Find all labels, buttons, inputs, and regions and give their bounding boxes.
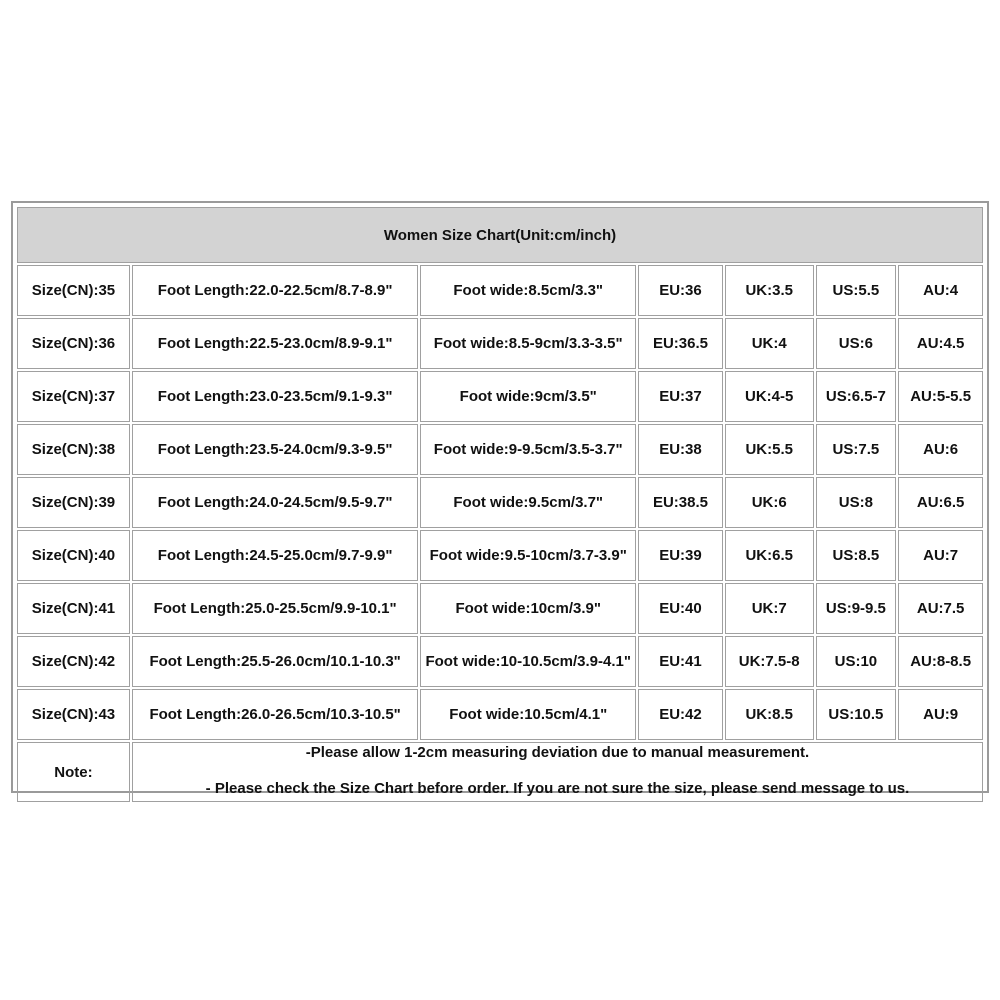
foot-length-cell: Foot Length:22.0-22.5cm/8.7-8.9" — [132, 265, 418, 316]
foot-length-cell: Foot Length:22.5-23.0cm/8.9-9.1" — [132, 318, 418, 369]
size-chart-table — [15, 205, 985, 804]
size-cn-cell: Size(CN):35 — [17, 265, 130, 316]
uk-size-cell: UK:7.5-8 — [725, 636, 814, 687]
us-size-cell: US:6.5-7 — [816, 371, 897, 422]
table-row — [17, 583, 983, 634]
eu-size-cell: EU:42 — [638, 689, 723, 740]
eu-size-cell: EU:36 — [638, 265, 723, 316]
foot-wide-cell: Foot wide:8.5-9cm/3.3-3.5" — [420, 318, 636, 369]
table-row — [17, 318, 983, 369]
table-row — [17, 530, 983, 581]
foot-wide-cell: Foot wide:10-10.5cm/3.9-4.1" — [420, 636, 636, 687]
us-size-cell: US:10 — [816, 636, 897, 687]
foot-length-cell: Foot Length:26.0-26.5cm/10.3-10.5" — [132, 689, 418, 740]
au-size-cell: AU:4 — [898, 265, 983, 316]
uk-size-cell: UK:4 — [725, 318, 814, 369]
eu-size-cell: EU:37 — [638, 371, 723, 422]
size-cn-cell: Size(CN):36 — [17, 318, 130, 369]
us-size-cell: US:9-9.5 — [816, 583, 897, 634]
us-size-cell: US:8.5 — [816, 530, 897, 581]
eu-size-cell: EU:40 — [638, 583, 723, 634]
foot-wide-cell: Foot wide:9.5-10cm/3.7-3.9" — [420, 530, 636, 581]
foot-wide-cell: Foot wide:9.5cm/3.7" — [420, 477, 636, 528]
note-line-1: -Please allow 1-2cm measuring deviation due to manual measurement. — [305, 744, 810, 761]
table-row — [17, 636, 983, 687]
size-cn-cell: Size(CN):40 — [17, 530, 130, 581]
au-size-cell: AU:4.5 — [898, 318, 983, 369]
us-size-cell: US:10.5 — [816, 689, 897, 740]
foot-wide-cell: Foot wide:8.5cm/3.3" — [420, 265, 636, 316]
uk-size-cell: UK:7 — [725, 583, 814, 634]
size-cn-cell: Size(CN):37 — [17, 371, 130, 422]
table-row — [17, 477, 983, 528]
foot-wide-cell: Foot wide:9cm/3.5" — [420, 371, 636, 422]
au-size-cell: AU:5-5.5 — [898, 371, 983, 422]
uk-size-cell: UK:6.5 — [725, 530, 814, 581]
uk-size-cell: UK:5.5 — [725, 424, 814, 475]
us-size-cell: US:7.5 — [816, 424, 897, 475]
title-row — [17, 207, 983, 263]
size-cn-cell: Size(CN):42 — [17, 636, 130, 687]
au-size-cell: AU:8-8.5 — [898, 636, 983, 687]
uk-size-cell: UK:6 — [725, 477, 814, 528]
uk-size-cell: UK:4-5 — [725, 371, 814, 422]
us-size-cell: US:8 — [816, 477, 897, 528]
foot-length-cell: Foot Length:24.5-25.0cm/9.7-9.9" — [132, 530, 418, 581]
size-chart-frame — [11, 201, 989, 797]
note-line-2: - Please check the Size Chart before order. If you are not sure the size, please send message to us. — [205, 780, 910, 797]
eu-size-cell: EU:38 — [638, 424, 723, 475]
eu-size-cell: EU:38.5 — [638, 477, 723, 528]
eu-size-cell: EU:39 — [638, 530, 723, 581]
size-cn-cell: Size(CN):43 — [17, 689, 130, 740]
note-label: Note: — [17, 742, 130, 802]
uk-size-cell: UK:8.5 — [725, 689, 814, 740]
size-cn-cell: Size(CN):38 — [17, 424, 130, 475]
size-cn-cell: Size(CN):41 — [17, 583, 130, 634]
note-content — [132, 742, 983, 802]
uk-size-cell: UK:3.5 — [725, 265, 814, 316]
foot-length-cell: Foot Length:25.0-25.5cm/9.9-10.1" — [132, 583, 418, 634]
table-row — [17, 371, 983, 422]
foot-length-cell: Foot Length:25.5-26.0cm/10.1-10.3" — [132, 636, 418, 687]
table-row — [17, 424, 983, 475]
size-cn-cell: Size(CN):39 — [17, 477, 130, 528]
au-size-cell: AU:6.5 — [898, 477, 983, 528]
foot-wide-cell: Foot wide:10cm/3.9" — [420, 583, 636, 634]
chart-title: Women Size Chart(Unit:cm/inch) — [17, 207, 983, 263]
foot-wide-cell: Foot wide:9-9.5cm/3.5-3.7" — [420, 424, 636, 475]
au-size-cell: AU:6 — [898, 424, 983, 475]
au-size-cell: AU:7.5 — [898, 583, 983, 634]
table-row — [17, 689, 983, 740]
eu-size-cell: EU:36.5 — [638, 318, 723, 369]
foot-length-cell: Foot Length:23.5-24.0cm/9.3-9.5" — [132, 424, 418, 475]
au-size-cell: AU:7 — [898, 530, 983, 581]
eu-size-cell: EU:41 — [638, 636, 723, 687]
foot-length-cell: Foot Length:24.0-24.5cm/9.5-9.7" — [132, 477, 418, 528]
note-row — [17, 742, 983, 802]
us-size-cell: US:5.5 — [816, 265, 897, 316]
us-size-cell: US:6 — [816, 318, 897, 369]
table-row — [17, 265, 983, 316]
foot-wide-cell: Foot wide:10.5cm/4.1" — [420, 689, 636, 740]
au-size-cell: AU:9 — [898, 689, 983, 740]
foot-length-cell: Foot Length:23.0-23.5cm/9.1-9.3" — [132, 371, 418, 422]
